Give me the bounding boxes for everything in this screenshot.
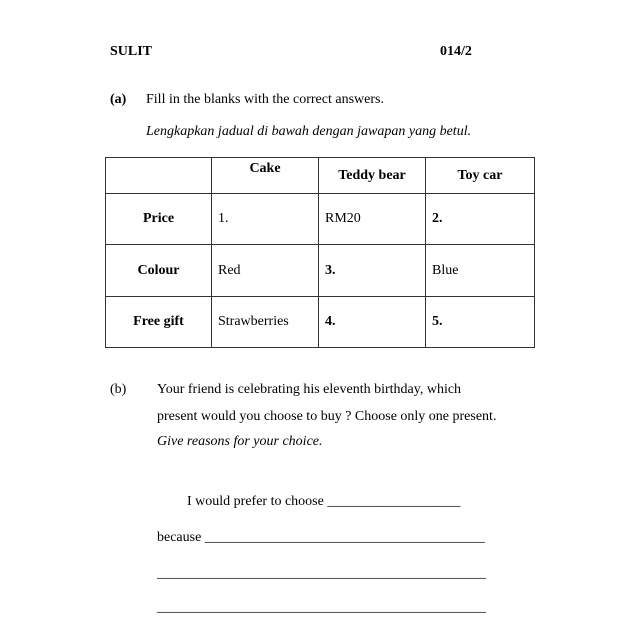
column-header-teddy-bear: Teddy bear	[319, 158, 426, 194]
table-row	[106, 194, 535, 245]
column-header-toy-car: Toy car	[426, 158, 535, 194]
part-b-question-line2: present would you choose to buy ? Choose only one present.	[157, 409, 497, 424]
row-label-colour: Colour	[106, 245, 212, 297]
table-cell: Strawberries	[212, 297, 319, 348]
part-b-question-line1: Your friend is celebrating his eleventh birthday, which	[157, 382, 462, 397]
table-cell: 1.	[212, 194, 319, 245]
answer-blank-line: _______________________________________________	[157, 600, 486, 615]
part-a-label: (a)	[110, 92, 127, 107]
because-answer-line: because ________________________________________	[157, 530, 485, 545]
answer-table	[105, 157, 535, 348]
table-row	[106, 245, 535, 297]
table-cell: 2.	[426, 194, 535, 245]
answer-blank-line: _______________________________________________	[157, 566, 486, 581]
table-row	[106, 297, 535, 348]
part-b-question-line3: Give reasons for your choice.	[157, 434, 323, 449]
part-a-instruction-malay: Lengkapkan jadual di bawah dengan jawapan yang betul.	[146, 124, 472, 139]
row-label-free-gift: Free gift	[106, 297, 212, 348]
table-header-row	[106, 158, 535, 194]
table-cell: RM20	[319, 194, 426, 245]
column-header-cake: Cake	[212, 158, 319, 194]
table-cell: 3.	[319, 245, 426, 297]
part-a-instruction: Fill in the blanks with the correct answers.	[146, 92, 384, 107]
prefer-answer-line: I would prefer to choose ___________________	[187, 494, 461, 509]
table-cell: Red	[212, 245, 319, 297]
header-code: 014/2	[440, 44, 472, 59]
table-cell: 4.	[319, 297, 426, 348]
table-header-empty	[106, 158, 212, 194]
part-b-label: (b)	[110, 382, 127, 397]
row-label-price: Price	[106, 194, 212, 245]
table-cell: 5.	[426, 297, 535, 348]
header-sulit: SULIT	[110, 44, 153, 59]
table-cell: Blue	[426, 245, 535, 297]
